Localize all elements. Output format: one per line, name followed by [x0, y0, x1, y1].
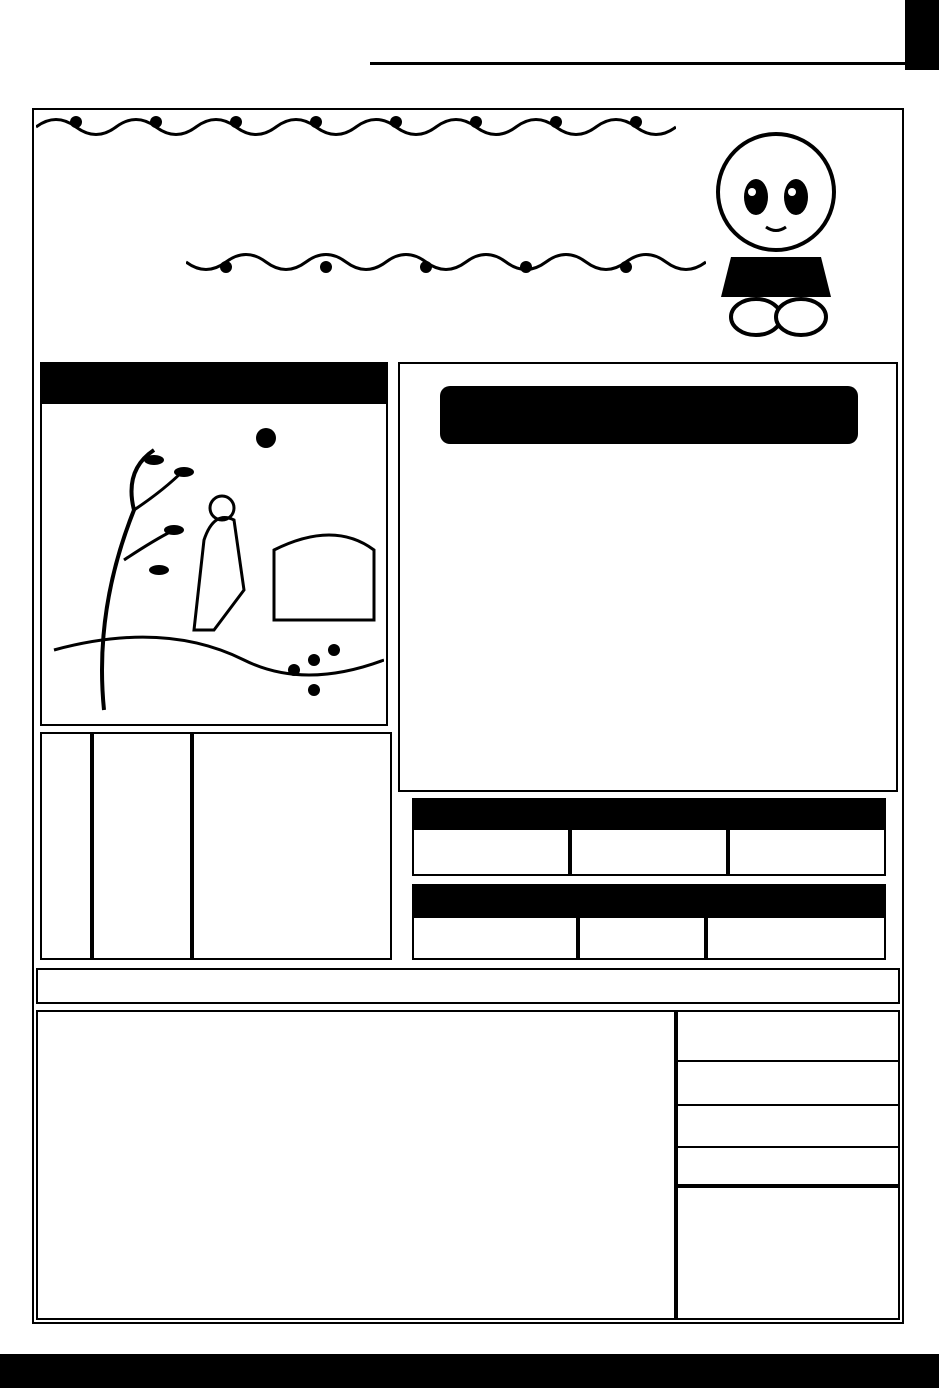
pick-value-santou	[578, 916, 706, 960]
pick-label-sanxing	[412, 798, 570, 828]
pick-value-jueshao	[570, 828, 728, 876]
horse-panel	[40, 362, 388, 726]
pick-label-santou	[578, 884, 706, 916]
monk-mascot-icon	[706, 122, 856, 342]
pick-value-weishu	[412, 916, 578, 960]
pick-value-teduan	[706, 916, 886, 960]
pick-label-bose	[728, 798, 886, 828]
masthead-rule	[370, 62, 930, 65]
horse-panel-title	[42, 364, 386, 404]
banner	[36, 112, 900, 352]
pick-label-weishu	[412, 884, 578, 916]
side-tip-line	[678, 1146, 898, 1152]
pick-value-sanxing	[412, 828, 570, 876]
bottom-poem-panel	[36, 1010, 676, 1320]
pick-value-bose	[728, 828, 886, 876]
side-tip-line	[678, 1060, 898, 1066]
vine-decoration-top	[36, 112, 676, 142]
corner-block	[905, 0, 939, 70]
mystery-panel	[676, 1186, 900, 1320]
small-verse-panel	[92, 732, 192, 960]
machine-poem-panel	[192, 732, 392, 960]
poem-panel-title	[440, 386, 858, 444]
poem-panel	[398, 362, 898, 792]
pick-label-jueshao	[570, 798, 728, 828]
treasure-map-illustration	[44, 410, 384, 720]
footer-bar	[0, 1354, 939, 1388]
immortal-panel	[40, 732, 92, 960]
side-tips-panel	[676, 1010, 900, 1186]
masthead	[380, 14, 939, 64]
pick-label-teduan	[706, 884, 886, 916]
vine-decoration-bottom	[186, 247, 706, 277]
results-bar	[36, 968, 900, 1004]
side-tip-line	[678, 1104, 898, 1112]
